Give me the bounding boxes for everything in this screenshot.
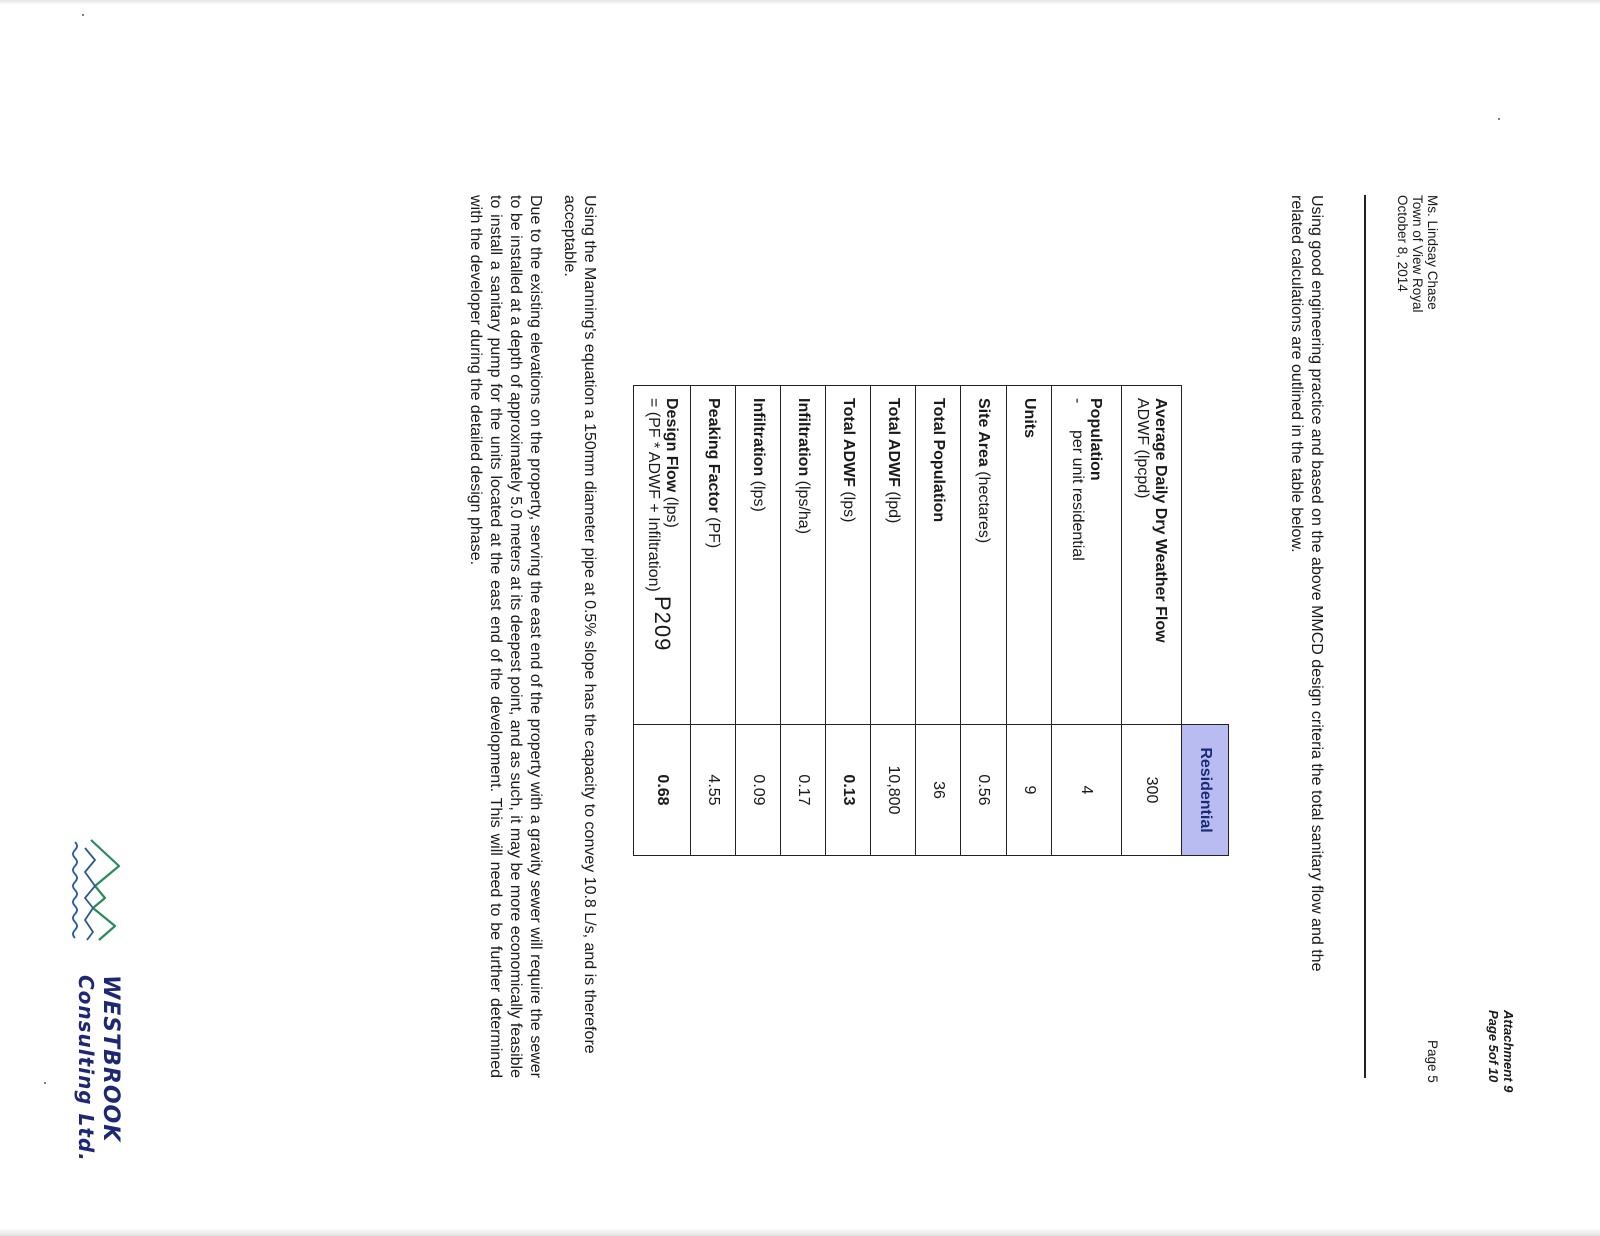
table-row [826, 386, 871, 856]
row-value: 0.56 [961, 725, 1007, 856]
row-label-units: ADWF (lpcpd) [1134, 398, 1152, 499]
row-label-bold: Infiltration [750, 398, 767, 477]
row-label [1052, 386, 1122, 725]
row-value: 9 [1007, 725, 1052, 856]
capacity-paragraph: Using the Manning's equation a 150mm diameter pipe at 0.5% slope has the capacity to convey 10.8 L/s, and is therefore acceptable. [561, 195, 598, 1054]
row-label [781, 386, 826, 725]
logo-line-2: Consulting Ltd. [74, 975, 98, 1162]
row-label-units: (lps) [840, 486, 857, 523]
table-row [1122, 386, 1182, 856]
elevations-paragraph: Due to the existing elevations on the property, serving the east end of the property with a gravity sewer will require the sewer to be installed at a depth of approximately 5.0 meters at its deepest point, and as such, it may be more economically feasible to install a sanitary pump for the units located at the east end of the development. This will need to be further determined with the developer during the detailed design phase. [467, 195, 544, 1078]
table-row [1052, 386, 1122, 856]
row-label-units: (hectares) [975, 466, 993, 544]
row-label-bold: Population [1087, 398, 1105, 481]
attachment-number: Attachment 9 [1501, 1010, 1516, 1093]
table-row [691, 386, 736, 856]
row-label-bold: Total ADWF [840, 398, 857, 487]
row-label [634, 386, 691, 725]
row-value: 4.55 [691, 725, 736, 856]
row-value: 4 [1052, 725, 1122, 856]
row-value: 0.68 [634, 725, 691, 856]
row-label [1007, 386, 1052, 725]
row-label-units: (lps/ha) [795, 476, 812, 535]
row-label-bold: Infiltration [795, 398, 812, 477]
table-row [1007, 386, 1052, 856]
table-row [781, 386, 826, 856]
column-header-residential: Residential [1182, 725, 1229, 856]
sanitary-flow-table [633, 385, 1229, 856]
row-label-units: (PF) [705, 512, 722, 549]
letter-date: October 8, 2014 [1395, 195, 1410, 292]
row-value: 0.17 [781, 725, 826, 856]
table-row [871, 386, 916, 856]
row-label-units: (lps) [663, 492, 680, 528]
recipient-block [1395, 195, 1440, 313]
table-row [634, 386, 691, 856]
row-label-formula: = (PF * ADWF + Infiltration) [645, 398, 662, 592]
mountain-logo-icon [69, 838, 125, 942]
row-label [736, 386, 781, 725]
header-divider [1364, 195, 1366, 1078]
table-row [961, 386, 1007, 856]
recipient-name: Ms. Lindsay Chase [1425, 195, 1440, 310]
row-label-bold: Average Daily Dry Weather Flow [1152, 398, 1170, 643]
row-label-sub: - per unit residential [1069, 398, 1087, 561]
row-label [961, 386, 1007, 725]
attachment-page: Page 5of 10 [1486, 1010, 1501, 1083]
row-label-bold: Site Area [975, 398, 993, 467]
row-label [691, 386, 736, 725]
page-code: P209 [650, 596, 675, 652]
table-row [736, 386, 781, 856]
intro-paragraph: Using good engineering practice and based on the above MMCD design criteria the total sanitary flow and the related calculations are outlined in the table below. [1288, 195, 1325, 972]
row-label-bold: Units [1021, 398, 1038, 438]
page-number: Page 5 [1425, 1040, 1440, 1083]
row-value: 0.13 [826, 725, 871, 856]
attachment-stamp [1486, 1010, 1516, 1140]
row-label-units: (lps) [750, 476, 767, 512]
header-blank-cell [1182, 386, 1229, 725]
row-value: 10,800 [871, 725, 916, 856]
row-value: 36 [916, 725, 961, 856]
row-value: 0.09 [736, 725, 781, 856]
row-value: 300 [1122, 725, 1182, 856]
table-row [916, 386, 961, 856]
table-header-row [1182, 386, 1229, 856]
row-label [826, 386, 871, 725]
row-label [1122, 386, 1182, 725]
row-label-bold: Total ADWF [885, 398, 902, 487]
row-label [916, 386, 961, 725]
row-label-bold: Design Flow [663, 398, 680, 493]
row-label-bold: Total Population [930, 398, 947, 523]
logo-line-1: WESTBROOK [98, 975, 123, 1143]
company-logo-text [74, 975, 122, 1165]
row-label [871, 386, 916, 725]
row-label-units: (lpd) [885, 486, 902, 524]
row-label-bold: Peaking Factor [705, 398, 722, 513]
recipient-organization: Town of View Royal [1410, 195, 1425, 313]
